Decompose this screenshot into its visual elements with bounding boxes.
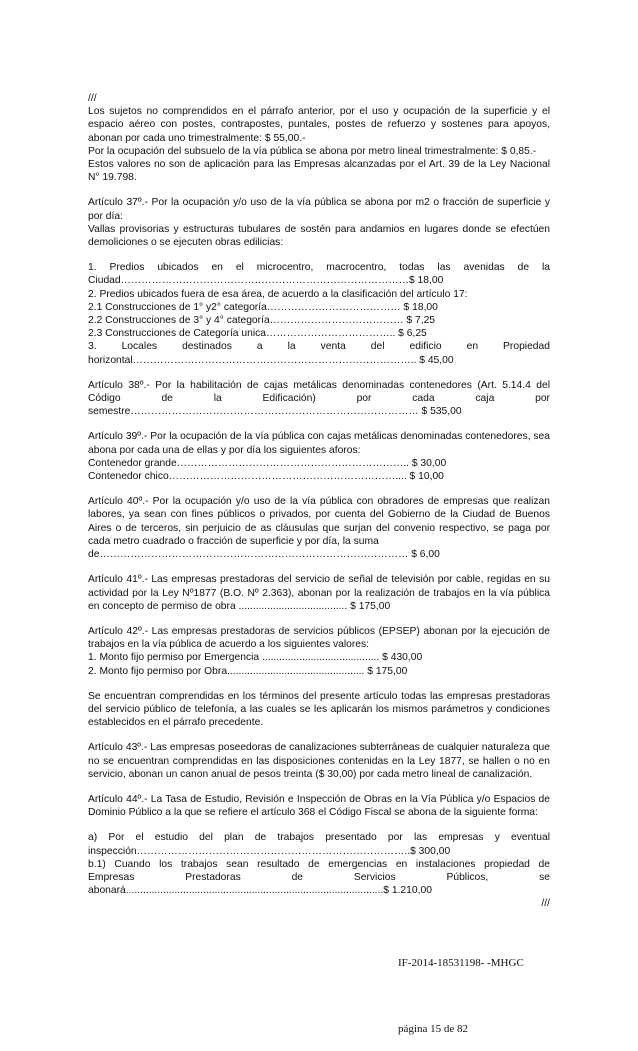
article-37-text: Artículo 37º.- Por la ocupación y/o uso de la vía pública se abona por m2 o fracción de superficie y por día: (88, 197, 550, 222)
item-1-line1: 1. Predios ubicados en el microcentro, macrocentro, todas las avenidas de la (88, 262, 550, 274)
article-42-obra: 2. Monto fijo permiso por Obra................................................ $ 175,00 (88, 665, 408, 677)
article-38-line2: Código de la Edificación) por cada caja por (88, 393, 550, 405)
intro-subsoil: Por la ocupación del subsuelo de la vía pública se abona por metro lineal trimestralmente: $ 0,85.- (88, 145, 537, 157)
article-40-amount: de……………………………………………………………………………… $ 6,00 (88, 549, 440, 561)
end-continuation-mark: /// (541, 898, 550, 910)
document-id: IF-2014-18531198- -MHGC (398, 957, 524, 969)
document-body (88, 92, 550, 911)
article-44-items (88, 831, 550, 910)
article-44-b-line1: b.1) Cuando los trabajos sean resultado de emergencias en instalaciones propiedad de (88, 858, 550, 870)
intro-exclusion: Estos valores no son de aplicación para las Empresas alcanzadas por el Art. 39 de la Ley Nacional N° 19.798. (88, 159, 550, 184)
article-37-vallas: Vallas provisorias y estructuras tubulares de sostén para andamios en lugares donde se efectúen demoliciones o se ejecuten obras edilicias: (88, 223, 550, 249)
article-42-text: Artículo 42º.- Las empresas prestadoras de servicios públicos (EPSEP) abonan por la ejecución de trabajos en la vía pública de acuerdo a los siguientes valores: (88, 625, 550, 651)
article-42-emergency: 1. Monto fijo permiso por Emergencia ......................................... $ 430,00 (88, 652, 423, 664)
article-44-b-line2: Empresas Prestadoras de Servicios Públicos, se (88, 871, 550, 883)
article-42 (88, 625, 550, 678)
item-2-2: 2.2 Construcciones de 3° y 4° categoría………………………………… $ 7,25 (88, 315, 436, 327)
article-38 (88, 379, 550, 419)
item-1-line2: Ciudad…………………………………………………………………………$ 18,00 (88, 275, 444, 287)
paragraph-intro (88, 105, 550, 184)
article-38-line1: Artículo 38º.- Por la habilitación de cajas metálicas denominadas contenedores (Art. 5.14.4 del (88, 379, 550, 391)
item-2: 2. Predios ubicados fuera de esa área, de acuerdo a la clasificación del artículo 17: (88, 288, 468, 300)
article-39-small: Contenedor chico………………………………………………………….... $ 10,00 (88, 471, 444, 483)
article-37-items (88, 261, 550, 367)
item-2-1: 2.1 Construcciones de 1° y2° categoría………………………………… $ 18,00 (88, 301, 438, 313)
article-39-large: Contenedor grande………………………………………………………….. $ 30,00 (88, 457, 447, 469)
article-39 (88, 430, 550, 483)
article-41: Artículo 41º.- Las empresas prestadoras del servicio de señal de televisión por cable, regidas en su actividad por la Ley Nº1877 (B.O. Nº 2.363), abonan por la realización de trabajos en la vía pública en concepto de permiso de obra ...................................... $ 175,00 (88, 574, 550, 612)
article-37 (88, 196, 550, 249)
article-39-text: Artículo 39º.- Por la ocupación de la vía pública con cajas metálicas denominadas contenedores, sea abona por cada una de ellas y por día los siguientes aforos: (88, 431, 550, 456)
article-44-b-line3: abonará..........................................................................................$ 1.210,00 (88, 885, 432, 897)
article-40 (88, 495, 550, 561)
item-3-line1: 3. Locales destinados a la venta del edificio en Propiedad (88, 341, 550, 353)
intro-text: Los sujetos no comprendidos en el párrafo anterior, por el uso y ocupación de la superficie y el espacio aéreo con postes, contrapostes, puntales, postes de refuerzo y sostenes para apoyos, abonan por cada uno trimestralmente: $ 55,00.- (88, 106, 550, 144)
continuation-mark: /// (88, 93, 97, 104)
article-38-line3: semestre………………………………………………………………………… $ 535,00 (88, 406, 462, 418)
article-44-a-line1: a) Por el estudio del plan de trabajos presentado por las empresas y eventual (88, 832, 550, 844)
article-43: Artículo 43º.- Las empresas poseedoras de canalizaciones subterráneas de cualquier naturaleza que no se encuentran comprendidas en las disposiciones contenidas en la Ley 1877, se hallen o no en servicio, abonan un canon anual de pesos treinta ($ 30,00) por cada metro lineal de canalización. (88, 742, 550, 780)
item-2-3: 2.3 Construcciones de Categoría unica……………………………….. $ 6,25 (88, 328, 427, 340)
article-42-telephony: Se encuentran comprendidas en los términos del presente artículo todas las empresas prestadoras del servicio público de telefonía, a las cuales se les aplicarán los mismos parámetros y condiciones establecidos en el párrafo precedente. (88, 690, 550, 729)
article-44: Artículo 44º.- La Tasa de Estudio, Revisión e Inspección de Obras en la Vía Pública y/o Espacios de Dominio Público a la que se refiere el artículo 368 el Código Fiscal se abona de la siguiente forma: (88, 793, 550, 819)
article-44-a-line2: inspección……………………………………………………………………..$ 300,00 (88, 845, 451, 857)
article-40-text: Artículo 40º.- Por la ocupación y/o uso de la vía pública con obradores de empresas que realizan labores, ya sean con fines públicos o privados, por cuenta del Gobierno de la Ciudad de Buenos Aires o de terceros, sin perjuicio de as cláusulas que surjan del convenio respectivo, se paga por cada metro cuadrado o fracción de superficie y por día, la suma (88, 496, 550, 547)
item-3-line2: horizontal……………………………………………………………………….. $ 45,00 (88, 354, 454, 366)
page-number: página 15 de 82 (398, 1023, 468, 1035)
